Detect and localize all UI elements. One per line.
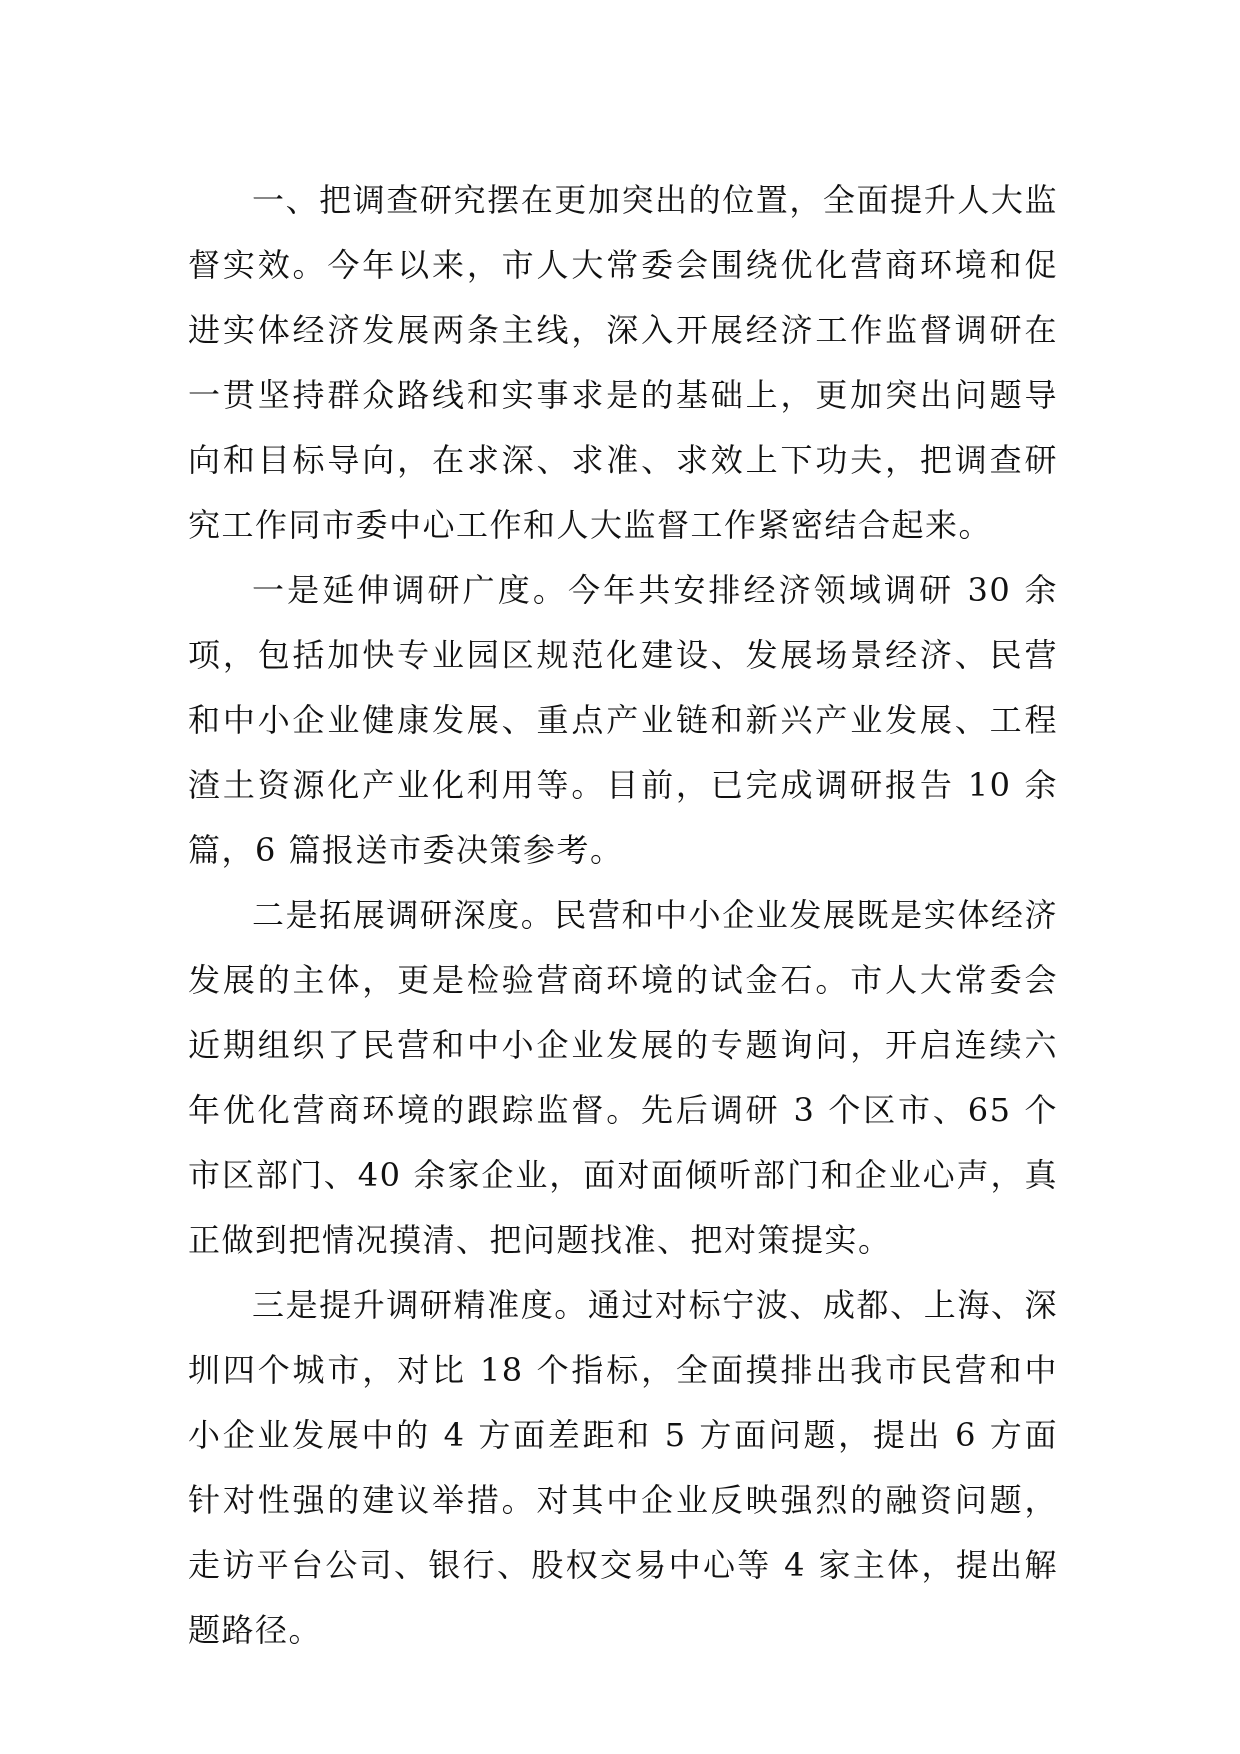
paragraph-survey-research: 一、把调查研究摆在更加突出的位置，全面提升人大监督实效。今年以来，市人大常委会围绕优化营商环境和促进实体经济发展两条主线，深入开展经济工作监督调研在一贯坚持群众路线和实事求是的基础上，更加突出问题导向和目标导向，在求深、求准、求效上下功夫，把调查研究工作同市委中心工作和人大监督工作紧密结合起来。: [188, 181, 1058, 544]
document-body: [188, 168, 1058, 1663]
paragraph-research-precision: 三是提升调研精准度。通过对标宁波、成都、上海、深圳四个城市，对比 18 个指标，全面摸排出我市民营和中小企业发展中的 4 方面差距和 5 方面问题，提出 6 方面针对性强的建议举措。对其中企业反映强烈的融资问题，走访平台公司、银行、股权交易中心等 4 家主体，提出解题路径。: [188, 1286, 1058, 1649]
paragraph-research-breadth: 一是延伸调研广度。今年共安排经济领域调研 30 余项，包括加快专业园区规范化建设、发展场景经济、民营和中小企业健康发展、重点产业链和新兴产业发展、工程渣土资源化产业化利用等。目前，已完成调研报告 10 余篇，6 篇报送市委决策参考。: [188, 571, 1058, 869]
paragraph-research-depth: 二是拓展调研深度。民营和中小企业发展既是实体经济发展的主体，更是检验营商环境的试金石。市人大常委会近期组织了民营和中小企业发展的专题询问，开启连续六年优化营商环境的跟踪监督。先后调研 3 个区市、65 个市区部门、40 余家企业，面对面倾听部门和企业心声，真正做到把情况摸清、把问题找准、把对策提实。: [188, 896, 1058, 1259]
